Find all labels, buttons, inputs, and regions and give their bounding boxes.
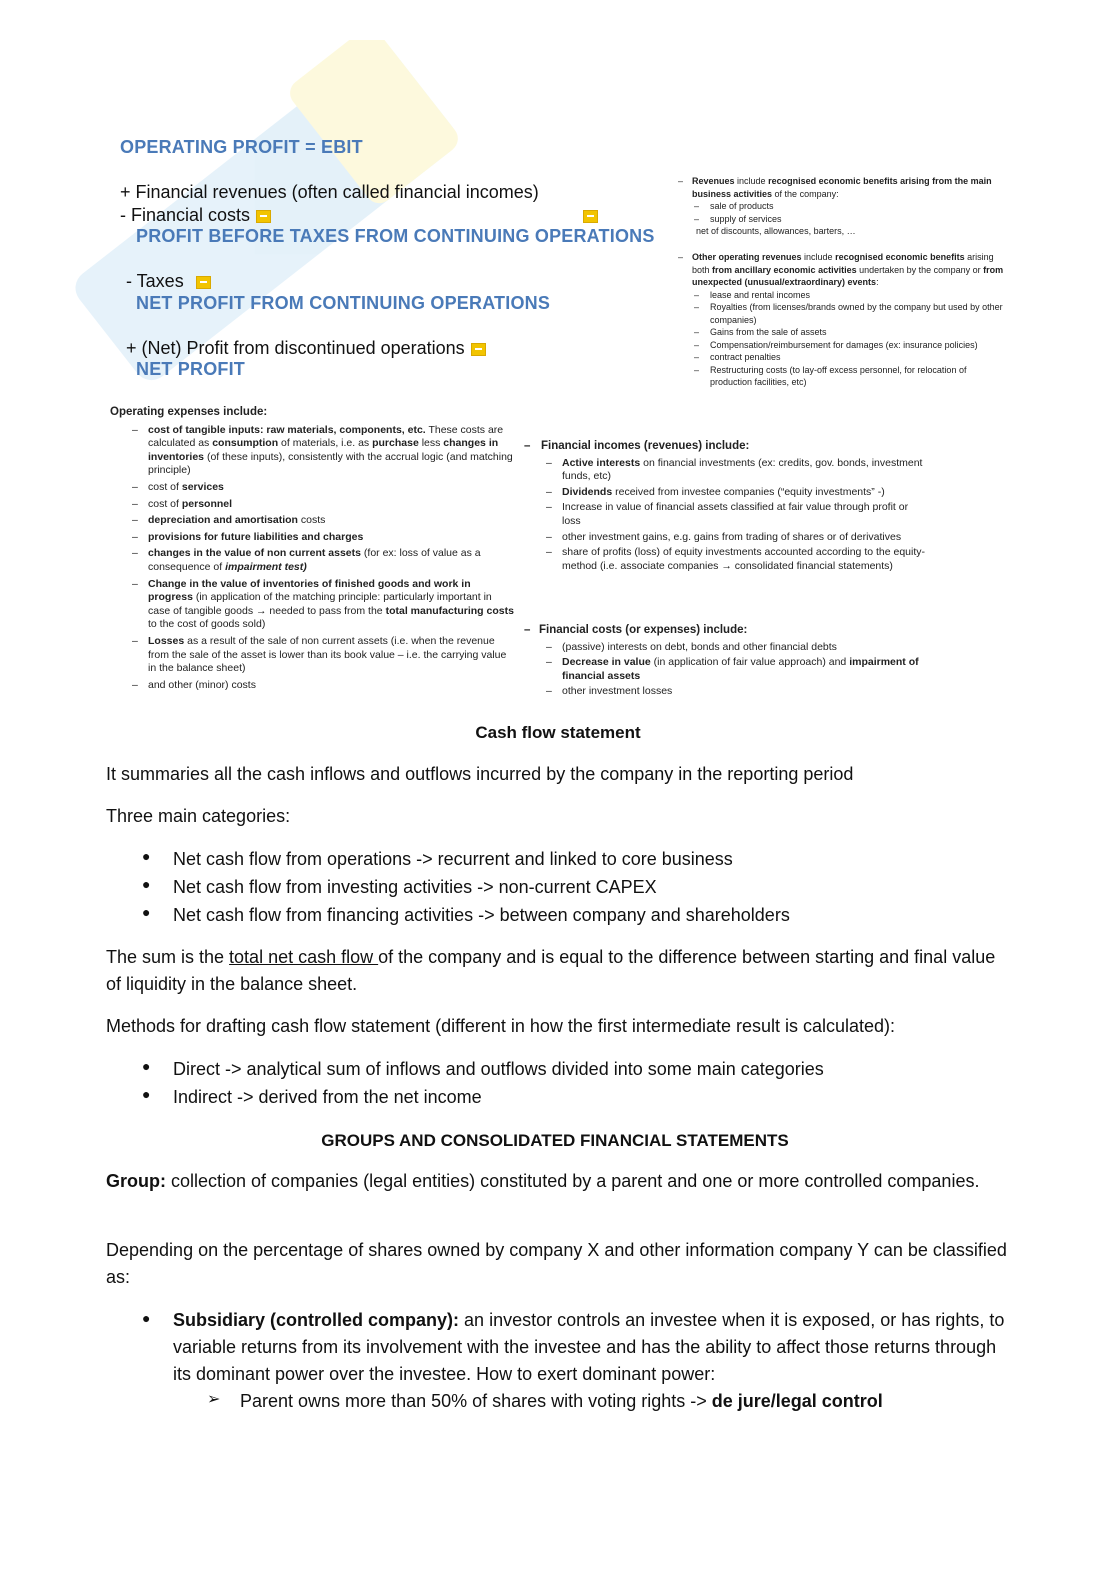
comment-note-icon[interactable] [583,210,598,223]
bullet-icon: ● [142,904,151,920]
list-item: – Decrease in value (in application of fair value approach) and impairment of financial assets [546,656,929,683]
revenues-net-of: net of discounts, allowances, barters, … [696,226,856,236]
other-revenues-intro: – Other operating revenues include recognised economic benefits arising both from ancillary economic activities undertaken by the company or from unexpected (unusual/extraordinary) events: [678,251,1008,289]
paragraph: Three main categories: [106,806,291,826]
list-item: Indirect -> derived from the net income [173,1087,482,1107]
list-item: – supply of services [694,213,1008,226]
list-item: – lease and rental incomes [694,289,1008,302]
list-item: – provisions for future liabilities and charges [132,531,515,545]
operating-expenses-box [110,406,515,692]
paragraph: Methods for drafting cash flow statement (different in how the first intermediate result is calculated): [106,1016,896,1036]
list-item: – other investment gains, e.g. gains from trading of shares or of derivatives [546,531,929,545]
bullet-icon: ● [142,876,151,892]
list-item: – Gains from the sale of assets [694,326,1008,339]
list-item: – share of profits (loss) of equity investments accounted according to the equity-method (i.e. associate companies → consolidated financial statements) [546,546,929,573]
list-item: – Active interests on financial investments (ex: credits, gov. bonds, investment funds, etc) [546,457,929,484]
financial-incomes-title: – Financial incomes (revenues) include: [524,440,929,454]
financial-costs-title: – Financial costs (or expenses) include: [524,624,929,638]
financial-incomes-box [524,440,929,573]
other-revenues-box [678,251,1008,389]
revenues-intro: – Revenues include recognised economic benefits arising from the main business activities of the company: [678,175,1008,200]
financial-revenues-line: + Financial revenues (often called financial incomes) [120,182,539,202]
list-item: – sale of products [694,200,1008,213]
list-item: – and other (minor) costs [132,679,515,693]
financial-costs-line: - Financial costs [120,205,271,226]
list-item: – other investment losses [546,685,929,699]
discontinued-line: + (Net) Profit from discontinued operations [126,338,486,359]
list-item: – cost of tangible inputs: raw materials, components, etc. These costs are calculated as consumption of materials, i.e. as purchase less changes in inventories (of these inputs), consistently with the accrual logic (and matching principle) [132,424,515,478]
list-item: – Dividends received from investee companies (“equity investments” -) [546,486,929,500]
list-item: – Change in the value of inventories of finished goods and work in progress (in application of the matching principle: particularly important in case of tangible goods → needed to pass from the total manufacturing costs to the cost of goods sold) [132,578,515,632]
list-item: Net cash flow from financing activities -> between company and shareholders [173,905,790,925]
list-item: Net cash flow from operations -> recurrent and linked to core business [173,849,733,869]
list-item: – (passive) interests on debt, bonds and other financial debts [546,641,929,655]
comment-note-icon[interactable] [471,343,486,356]
cashflow-heading: Cash flow statement [475,723,641,742]
list-item: – Losses as a result of the sale of non current assets (i.e. when the revenue from the sale of the asset is lower than its book value – i.e. the carrying value in the balance sheet) [132,635,515,676]
list-item: – Increase in value of financial assets classified at fair value through profit or loss [546,501,929,528]
list-item: – cost of personnel [132,498,515,512]
paragraph: Depending on the percentage of shares owned by company X and other information company Y can be classified as: [106,1240,1007,1287]
paragraph: It summaries all the cash inflows and outflows incurred by the company in the reporting period [106,764,854,784]
paragraph: The sum is the total net cash flow of the company and is equal to the difference between starting and final value of liquidity in the balance sheet. [106,947,996,994]
bullet-icon: ● [142,848,151,864]
list-item: – Compensation/reimbursement for damages (ex: insurance policies) [694,339,1008,352]
list-item: – depreciation and amortisation costs [132,514,515,528]
bullet-icon: ● [142,1310,151,1326]
list-item: Parent owns more than 50% of shares with voting rights -> de jure/legal control [240,1391,883,1411]
operating-expenses-title: Operating expenses include: [110,406,268,418]
bullet-icon: ● [142,1086,151,1102]
bullet-icon: ● [142,1058,151,1074]
list-item: – contract penalties [694,351,1008,364]
list-item: Net cash flow from investing activities -> non-current CAPEX [173,877,657,897]
net-profit-heading: NET PROFIT [136,359,245,379]
list-item: Direct -> analytical sum of inflows and outflows divided into some main categories [173,1059,824,1079]
revenues-box [678,175,1008,238]
net-profit-continuing-heading: NET PROFIT FROM CONTINUING OPERATIONS [136,293,551,313]
list-item: – Royalties (from licenses/brands owned by the company but used by other companies) [694,301,1008,326]
list-item: Subsidiary (controlled company): an investor controls an investee when it is exposed, or has rights, to variable returns from its involvement with the investee and has the ability to affect those returns through its dominant power over the investee. How to exert dominant power: [173,1310,1005,1384]
list-item: – changes in the value of non current assets (for ex: loss of value as a consequence of impairment test) [132,547,515,574]
groups-heading: GROUPS AND CONSOLIDATED FINANCIAL STATEMENTS [321,1131,789,1150]
comment-note-icon[interactable] [256,210,271,223]
list-item: – cost of services [132,481,515,495]
financial-costs-box [524,624,929,699]
profit-before-taxes-heading: PROFIT BEFORE TAXES FROM CONTINUING OPERATIONS [136,226,655,246]
list-item: – Restructuring costs (to lay-off excess personnel, for relocation of production facilities, etc) [694,364,1008,389]
paragraph: Group: collection of companies (legal entities) constituted by a parent and one or more controlled companies. [106,1171,980,1191]
operating-profit-heading: OPERATING PROFIT = EBIT [120,137,363,157]
comment-note-icon[interactable] [196,276,211,289]
arrow-bullet-icon: ➢ [207,1391,221,1408]
taxes-line: - Taxes [126,271,211,292]
